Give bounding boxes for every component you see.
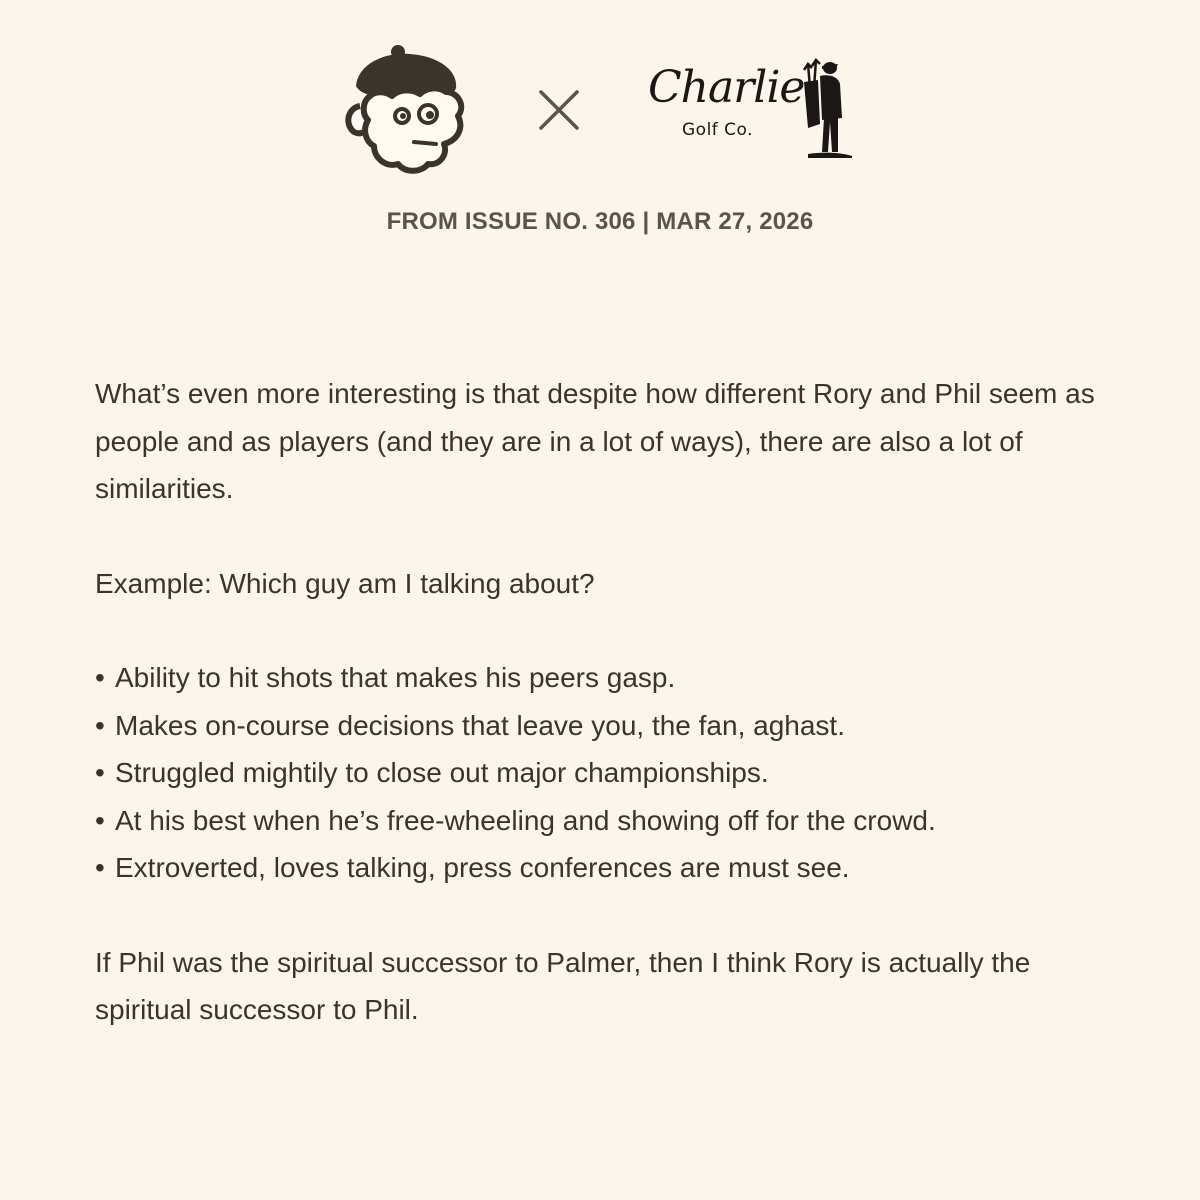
paragraph-example: Example: Which guy am I talking about? xyxy=(95,567,595,599)
logo-name: Charlie xyxy=(648,62,805,113)
header xyxy=(0,40,1200,180)
times-icon xyxy=(538,89,580,131)
logo-subname: Golf Co. xyxy=(682,120,754,140)
list-item: • Extroverted, loves talking, press conferences are must see. xyxy=(95,852,850,883)
list-item: • Struggled mightily to close out major championships. xyxy=(95,757,769,788)
list-item: • At his best when he’s free-wheeling and showing off for the crowd. xyxy=(95,804,936,836)
charlie-golf-co-logo xyxy=(640,58,860,168)
golfer-silhouette-icon xyxy=(798,58,854,162)
list-item: • Ability to hit shots that makes his peers gasp. xyxy=(95,662,676,693)
paragraph-intro: What’s even more interesting is that despite how different Rory and Phil seem as people and as players (and they are in a lot of ways), there are also a lot of similarities. xyxy=(95,378,1095,504)
sheep-mascot-logo xyxy=(340,44,472,178)
list-item: • Makes on-course decisions that leave you, the fan, aghast. xyxy=(95,709,845,741)
issue-date-line: FROM ISSUE NO. 306 | MAR 27, 2026 xyxy=(386,208,814,235)
paragraph-conclusion: If Phil was the spiritual successor to Palmer, then I think Rory is actually the spiritual successor to Phil. xyxy=(95,946,1031,1025)
article-body xyxy=(95,370,1115,1081)
trait-list xyxy=(95,654,1115,892)
